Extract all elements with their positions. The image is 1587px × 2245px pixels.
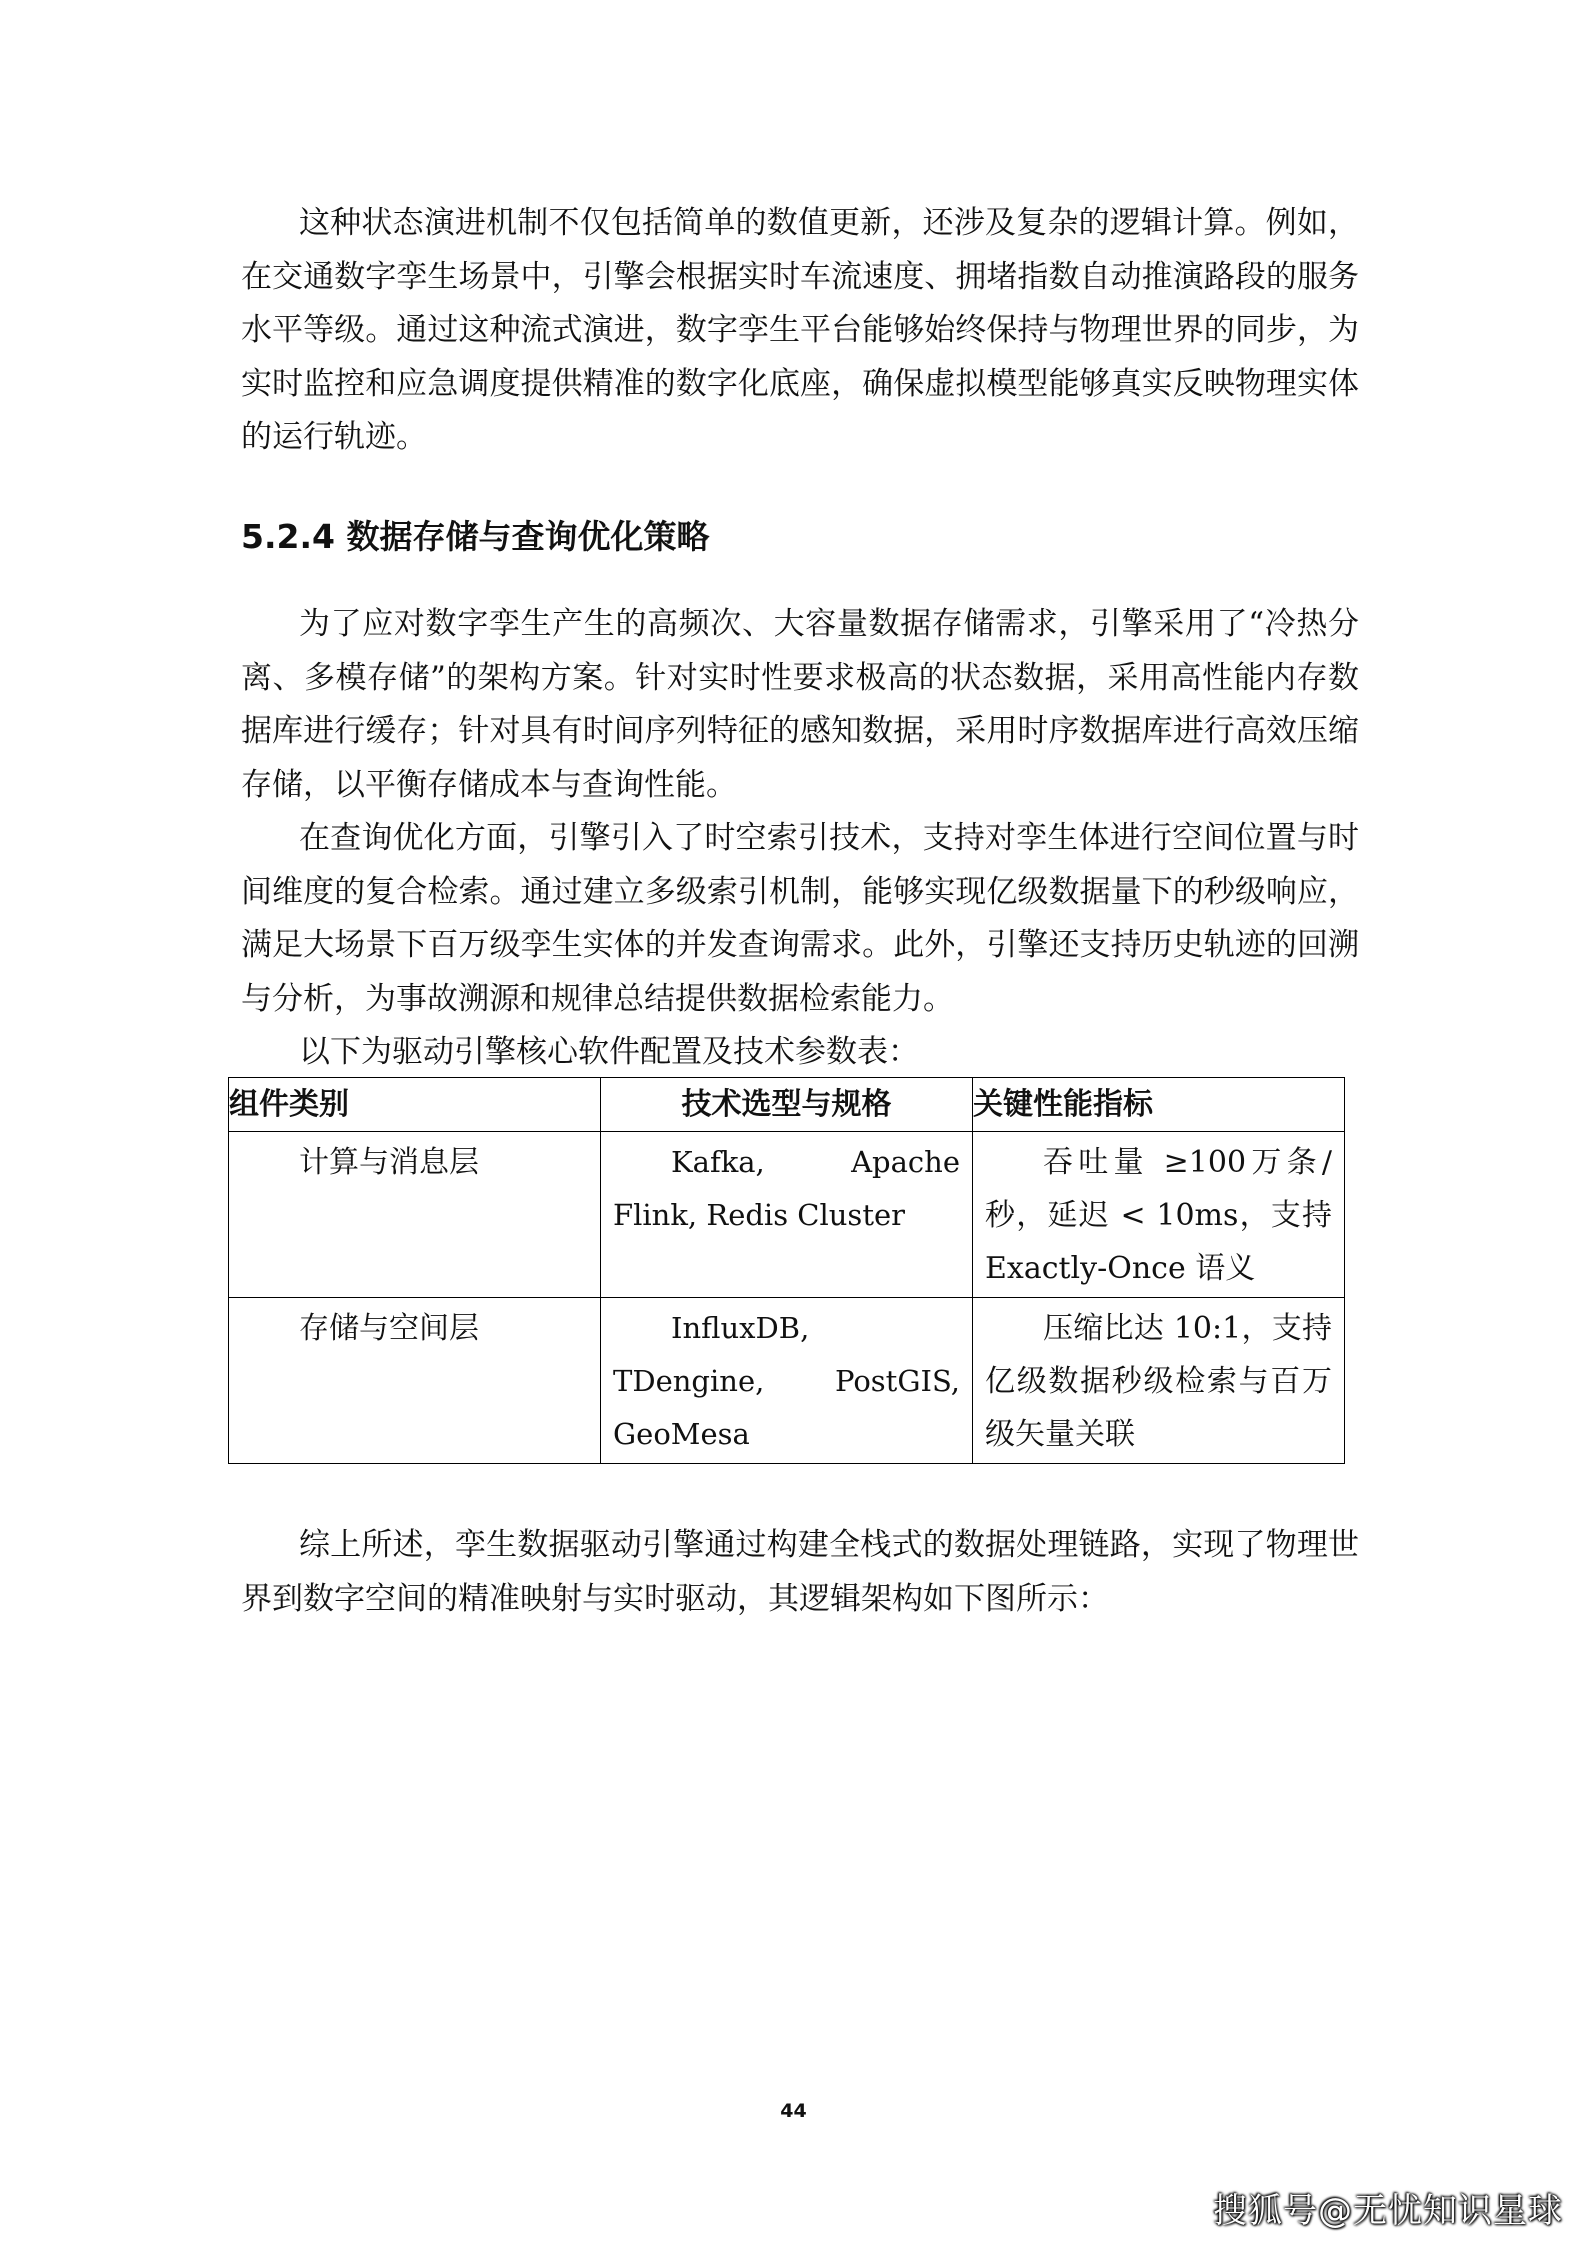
- watermark: 搜狐号@无忧知识星球: [1213, 2191, 1563, 2231]
- cell-category: 存储与空间层: [229, 1298, 601, 1464]
- cell-tech: InfluxDB, TDengine, PostGIS, GeoMesa: [601, 1298, 973, 1464]
- section-heading: [241, 510, 709, 564]
- cell-tech: Kafka, Apache Flink, Redis Cluster: [601, 1132, 973, 1298]
- header-performance: 关键性能指标: [973, 1078, 1345, 1132]
- page-number: 44: [780, 2100, 807, 2122]
- header-component-category: 组件类别: [229, 1078, 601, 1132]
- paragraph-table-intro: 以下为驱动引擎核心软件配置及技术参数表：: [299, 1034, 919, 1070]
- cell-category: 计算与消息层: [229, 1132, 601, 1298]
- table-row: [229, 1132, 1345, 1298]
- header-tech-spec: 技术选型与规格: [601, 1078, 973, 1132]
- cell-performance: 压缩比达 10:1，支持亿级数据秒级检索与百万级矢量关联: [973, 1298, 1345, 1464]
- config-parameter-table: [228, 1077, 1345, 1464]
- paragraph-summary: 综上所述，孪生数据驱动引擎通过构建全栈式的数据处理链路，实现了物理世界到数字空间的精准映射与实时驱动，其逻辑架构如下图所示：: [241, 1527, 1359, 1617]
- section-number: 5.2.4: [241, 517, 335, 556]
- paragraph-storage-strategy: 为了应对数字孪生产生的高频次、大容量数据存储需求，引擎采用了“冷热分离、多模存储”的架构方案。针对实时性要求极高的状态数据，采用高性能内存数据库进行缓存；针对具有时间序列特征的感知数据，采用时序数据库进行高效压缩存储，以平衡存储成本与查询性能。: [241, 606, 1359, 803]
- table-row: [229, 1298, 1345, 1464]
- table-header-row: [229, 1078, 1345, 1132]
- section-title: 数据存储与查询优化策略: [346, 517, 710, 556]
- paragraph-query-optimization: 在查询优化方面，引擎引入了时空索引技术，支持对孪生体进行空间位置与时间维度的复合检索。通过建立多级索引机制，能够实现亿级数据量下的秒级响应，满足大场景下百万级孪生实体的并发查询需求。此外，引擎还支持历史轨迹的回溯与分析，为事故溯源和规律总结提供数据检索能力。: [241, 820, 1359, 1017]
- cell-performance: 吞吐量 ≥100万条/秒，延迟 < 10ms，支持 Exactly-Once 语义: [973, 1132, 1345, 1298]
- paragraph-state-evolution: 这种状态演进机制不仅包括简单的数值更新，还涉及复杂的逻辑计算。例如，在交通数字孪生场景中，引擎会根据实时车流速度、拥堵指数自动推演路段的服务水平等级。通过这种流式演进，数字孪生平台能够始终保持与物理世界的同步，为实时监控和应急调度提供精准的数字化底座，确保虚拟模型能够真实反映物理实体的运行轨迹。: [241, 205, 1359, 455]
